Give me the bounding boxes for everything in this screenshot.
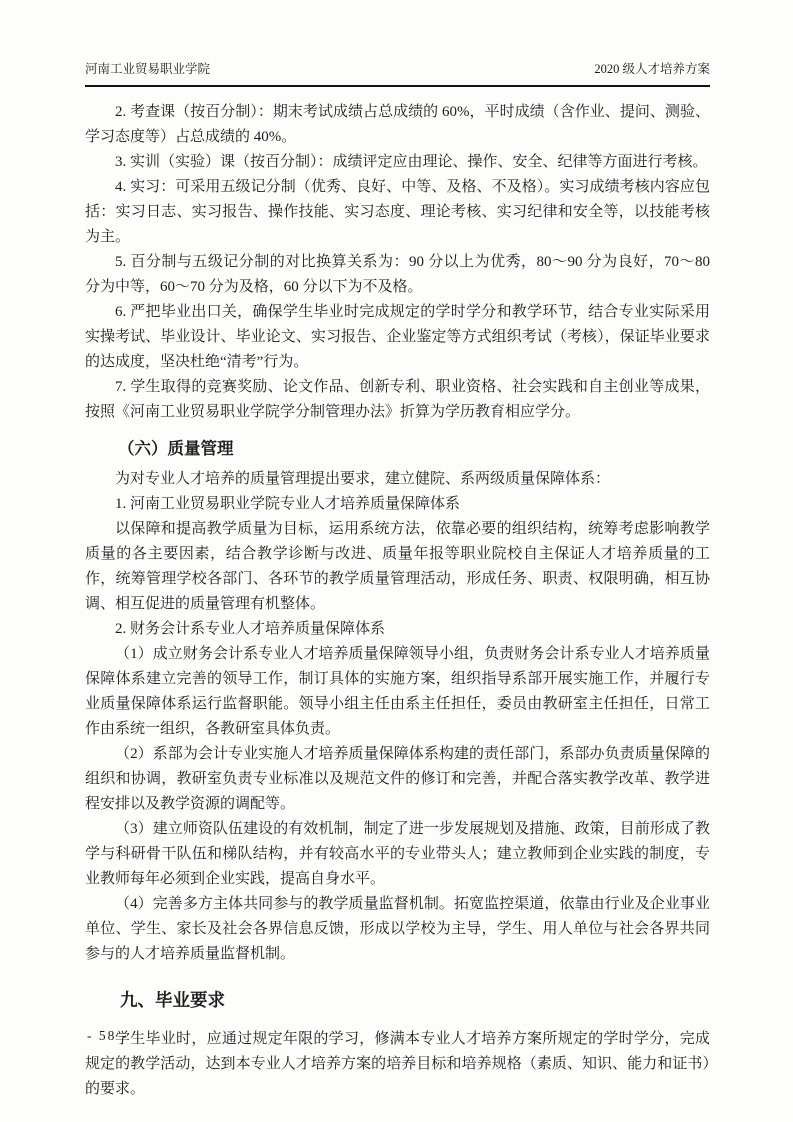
paragraph: 7. 学生取得的竞赛奖励、论文作品、创新专利、职业资格、社会实践和自主创业等成果，按照《河南工业贸易职业学院学分制管理办法》折算为学历教育相应学分。 bbox=[85, 379, 710, 420]
header-school-name: 河南工业贸易职业学院 bbox=[85, 62, 211, 76]
page-header bbox=[85, 60, 710, 87]
paragraph: 学生毕业时，应通过规定年限的学习，修满本专业人才培养方案所规定的学时学分，完成规定的教学活动，达到本专业人才培养方案的培养目标和培养规格（素质、知识、能力和证书）的要求。 bbox=[85, 1031, 710, 1097]
page-number: - 58 - bbox=[87, 1028, 129, 1043]
header-document-title: 2020 级人才培养方案 bbox=[594, 62, 710, 76]
paragraph: （1）成立财务会计系专业人才培养质量保障领导小组，负责财务会计系专业人才培养质量保障体系建立完善的领导工作，制订具体的实施方案，组织指导系部开展实施工作，并履行专业质量保障体系运行监督职能。领导小组主任由系主任担任，委员由教研室主任担任，日常工作由系统一组织，各教研室具体负责。 bbox=[85, 646, 710, 737]
paragraph: 2. 财务会计系专业人才培养质量保障体系 bbox=[115, 621, 386, 637]
paragraph: 3. 实训（实验）课（按百分制）：成绩评定应由理论、操作、安全、纪律等方面进行考核。 bbox=[115, 154, 708, 170]
subsection-heading: （六）质量管理 bbox=[118, 439, 234, 458]
document-body bbox=[85, 100, 710, 1102]
paragraph: 为对专业人才培养的质量管理提出要求，建立健院、系两级质量保障体系： bbox=[115, 471, 611, 487]
paragraph: 以保障和提高教学质量为目标，运用系统方法，依靠必要的组织结构，统筹考虑影响教学质量的各主要因素，结合教学诊断与改进、质量年报等职业院校自主保证人才培养质量的工作，统筹管理学校各部门、各环节的教学质量管理活动，形成任务、职责、权限明确，相互协调、相互促进的质量管理有机整体。 bbox=[85, 521, 710, 612]
section-heading: 九、毕业要求 bbox=[120, 990, 225, 1010]
paragraph: 2. 考查课（按百分制）：期末考试成绩占总成绩的 60%，平时成绩（含作业、提问、测验、学习态度等）占总成绩的 40%。 bbox=[85, 104, 710, 145]
paragraph: （4）完善多方主体共同参与的教学质量监督机制。拓宽监控渠道，依靠由行业及企业事业单位、学生、家长及社会各界信息反馈，形成以学校为主导，学生、用人单位与社会各界共同参与的人才培养质量监督机制。 bbox=[85, 896, 710, 962]
page-footer bbox=[87, 1028, 128, 1044]
paragraph: 5. 百分制与五级记分制的对比换算关系为：90 分以上为优秀，80～90 分为良好，70～80 分为中等，60～70 分为及格，60 分以下为不及格。 bbox=[85, 254, 710, 295]
paragraph: （2）系部为会计专业实施人才培养质量保障体系构建的责任部门，系部办负责质量保障的组织和协调，教研室负责专业标准以及规范文件的修订和完善，并配合落实教学改革、教学进程安排以及教学资源的调配等。 bbox=[85, 746, 710, 812]
paragraph: （3）建立师资队伍建设的有效机制，制定了进一步发展规划及措施、政策，目前形成了教学与科研骨干队伍和梯队结构，并有较高水平的专业带头人；建立教师到企业实践的制度，专业教师每年必须到企业实践，提高自身水平。 bbox=[85, 821, 710, 887]
paragraph: 4. 实习：可采用五级记分制（优秀、良好、中等、及格、不及格）。实习成绩考核内容应包括：实习日志、实习报告、操作技能、实习态度、理论考核、实习纪律和安全等，以技能考核为主。 bbox=[85, 179, 710, 245]
paragraph: 6. 严把毕业出口关，确保学生毕业时完成规定的学时学分和教学环节，结合专业实际采用实操考试、毕业设计、毕业论文、实习报告、企业鉴定等方式组织考试（考核），保证毕业要求的达成度，坚决杜绝“清考”行为。 bbox=[85, 304, 710, 370]
paragraph: 1. 河南工业贸易职业学院专业人才培养质量保障体系 bbox=[115, 496, 461, 512]
